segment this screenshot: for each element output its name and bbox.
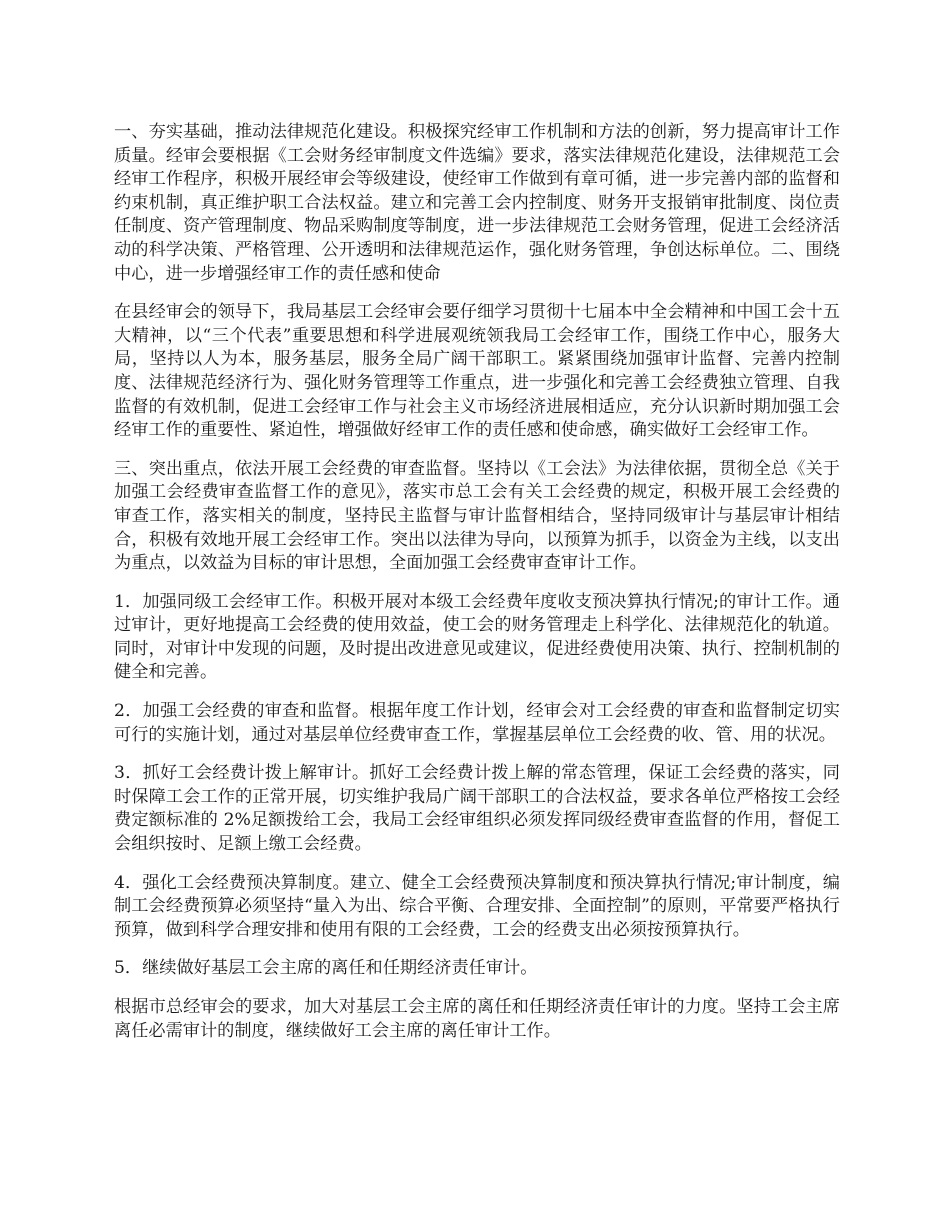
document-body <box>114 121 840 1058</box>
paragraph-8: 5．继续做好基层工会主席的离任和任期经济责任审计。 <box>114 958 538 979</box>
paragraph-3: 三、突出重点，依法开展工会经费的审查监督。坚持以《工会法》为法律依据，贯彻全总《关于加强工会经费审查监督工作的意见》，落实市总工会有关工会经费的规定，积极开展工会经费的审查工作，落实相关的制度，坚持民主监督与审计监督相结合，坚持同级审计与基层审计相结合，积极有效地开展工会经审工作。突出以法律为导向，以预算为抓手，以资金为主线，以支出为重点，以效益为目标的审计思想，全面加强工会经费审查审计工作。 <box>114 458 840 574</box>
paragraph-5: 2．加强工会经费的审查和监督。根据年度工作计划，经审会对工会经费的审查和监督制定切实可行的实施计划，通过对基层单位经费审查工作，掌握基层单位工会经费的收、管、用的状况。 <box>114 701 840 745</box>
paragraph-9: 根据市总经审会的要求，加大对基层工会主席的离任和任期经济责任审计的力度。坚持工会主席离任必需审计的制度，继续做好工会主席的离任审计工作。 <box>114 997 840 1041</box>
paragraph-1: 一、夯实基础，推动法律规范化建设。积极探究经审工作机制和方法的创新，努力提高审计工作质量。经审会要根据《工会财务经审制度文件选编》要求，落实法律规范化建设，法律规范工会经审工作程序，积极开展经审会等级建设，使经审工作做到有章可循，进一步完善内部的监督和约束机制，真正维护职工合法权益。建立和完善工会内控制度、财务开支报销审批制度、岗位责任制度、资产管理制度、物品采购制度等制度，进一步法律规范工会财务管理，促进工会经济活动的科学决策、严格管理、公开透明和法律规范运作，强化财务管理，争创达标单位。二、围绕中心，进一步增强经审工作的责任感和使命 <box>114 122 840 284</box>
paragraph-2: 在县经审会的领导下，我局基层工会经审会要仔细学习贯彻十七届本中全会精神和中国工会十五大精神，以“三个代表”重要思想和科学进展观统领我局工会经审工作，围绕工作中心，服务大局，坚持以人为本，服务基层，服务全局广阔干部职工。紧紧围绕加强审计监督、完善内控制度、法律规范经济行为、强化财务管理等工作重点，进一步强化和完善工会经费独立管理、自我监督的有效机制，促进工会经审工作与社会主义市场经济进展相适应，充分认识新时期加强工会经审工作的重要性、紧迫性，增强做好经审工作的责任感和使命感，确实做好工会经审工作。 <box>114 302 840 441</box>
paragraph-4: 1．加强同级工会经审工作。积极开展对本级工会经费年度收支预决算执行情况;的审计工作。通过审计，更好地提高工会经费的使用效益，使工会的财务管理走上科学化、法律规范化的轨道。同时，对审计中发现的问题，及时提出改进意见或建议，促进经费使用决策、执行、控制机制的健全和完善。 <box>114 591 840 683</box>
paragraph-7: 4．强化工会经费预决算制度。建立、健全工会经费预决算制度和预决算执行情况;审计制度，编制工会经费预算必须坚持“量入为出、综合平衡、合理安排、全面控制”的原则，平常要严格执行预算，做到科学合理安排和使用有限的工会经费，工会的经费支出必须按预算执行。 <box>114 872 840 940</box>
paragraph-6: 3．抓好工会经费计拨上解审计。抓好工会经费计拨上解的常态管理，保证工会经费的落实，同时保障工会工作的正常开展，切实维护我局广阔干部职工的合法权益，要求各单位严格按工会经费定额标准的 2%足额拨给工会，我局工会经审组织必须发挥同级经费审查监督的作用，督促工会组织按时、足额上缴工会经费。 <box>114 763 840 855</box>
